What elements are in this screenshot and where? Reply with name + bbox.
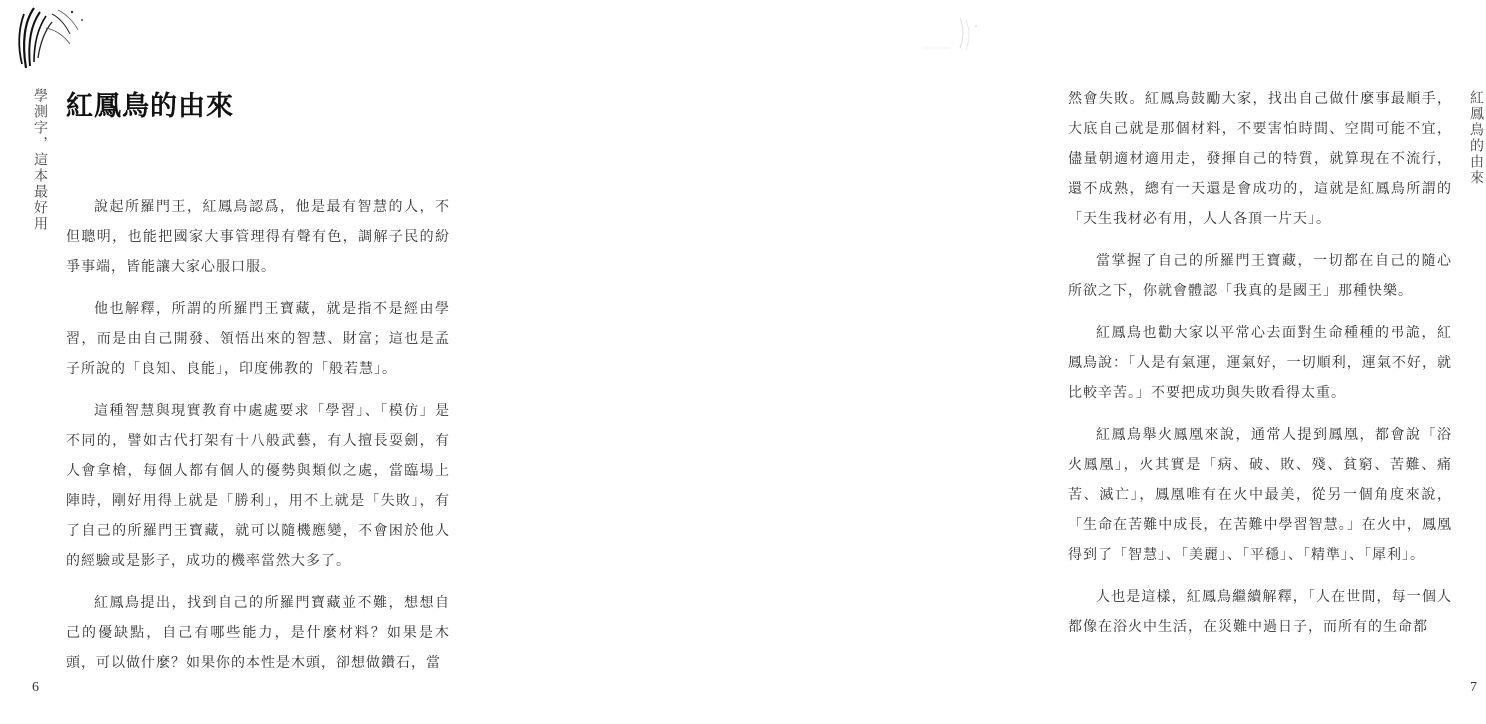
paragraph: 紅鳳鳥也勸大家以平常心去面對生命種種的弔詭，紅鳳鳥說：「人是有氣運，運氣好，一切順利，運氣不好，就比較辛苦。」不要把成功與失敗看得太重。 bbox=[1068, 325, 1452, 401]
left-text-column bbox=[66, 192, 450, 690]
left-page bbox=[0, 0, 512, 724]
left-running-header: 學測字，這本最好用 bbox=[32, 88, 48, 232]
paragraph: 人也是這樣，紅鳳鳥繼續解釋，「人在世間，每一個人都像在浴火中生活，在災難中過日子，而所有的生命都 bbox=[1068, 589, 1452, 635]
paragraph: 然會失敗。紅鳳鳥鼓勵大家，找出自己做什麼事最順手，大底自己就是那個材料，不要害怕時間、空間可能不宜，儘量朝適材適用走，發揮自己的特質，就算現在不流行，還不成熟，總有一天還是會成功的，這就是紅鳳鳥所謂的「天生我材必有用，人人各頂一片天」。 bbox=[1068, 91, 1452, 227]
paragraph: 這種智慧與現實教育中處處要求「學習」、「模仿」是不同的，譬如古代打架有十八般武藝，有人擅長耍劍，有人會拿槍，每個人都有個人的優勢與類似之處，當臨場上陣時，剛好用得上就是「勝利」，用不上就是「失敗」，有了自己的所羅門王寶藏，就可以隨機應變，不會困於他人的經驗或是影子，成功的機率當然大多了。 bbox=[66, 403, 450, 569]
paragraph: 紅鳳鳥舉火鳳凰來說，通常人提到鳳凰，都會說「浴火鳳凰」，火其實是「病、破、敗、殘、貧窮、苦難、痛苦、滅亡」，鳳凰唯有在火中最美，從另一個角度來說，「生命在苦難中成長，在苦難中學習智慧。」在火中，鳳凰得到了「智慧」、「美麗」、「平穩」、「精準」、「犀利」。 bbox=[1068, 427, 1452, 563]
right-page bbox=[512, 0, 1484, 724]
paragraph: 紅鳳鳥提出，找到自己的所羅門寶藏並不難，想想自己的優缺點，自己有哪些能力，是什麼材料？如果是木頭，可以做什麼？如果你的本性是木頭，卻想做鑽石，當 bbox=[66, 595, 450, 671]
page-number: 7 bbox=[1470, 680, 1477, 695]
page-number: 6 bbox=[32, 680, 39, 695]
right-text-column bbox=[1068, 84, 1452, 654]
chapter-title: 紅鳳鳥的由來 bbox=[66, 91, 234, 122]
right-running-header: 紅鳳鳥的由來 bbox=[1468, 90, 1484, 186]
paragraph: 他也解釋，所謂的所羅門王寶藏，就是指不是經由學習，而是由自己開發、領悟出來的智慧、財富；這也是孟子所說的「良知、良能」，印度佛教的「般若慧」。 bbox=[66, 301, 450, 377]
feather-ornament-icon bbox=[12, 4, 92, 68]
paragraph: 當掌握了自己的所羅門王寶藏，一切都在自己的隨心所欲之下，你就會體認「我真的是國王」那種快樂。 bbox=[1068, 253, 1452, 299]
faint-ornament-icon bbox=[920, 14, 990, 54]
paragraph: 說起所羅門王，紅鳳鳥認爲，他是最有智慧的人，不但聰明，也能把國家大事管理得有聲有色，調解子民的紛爭事端，皆能讓大家心服口服。 bbox=[66, 199, 450, 275]
